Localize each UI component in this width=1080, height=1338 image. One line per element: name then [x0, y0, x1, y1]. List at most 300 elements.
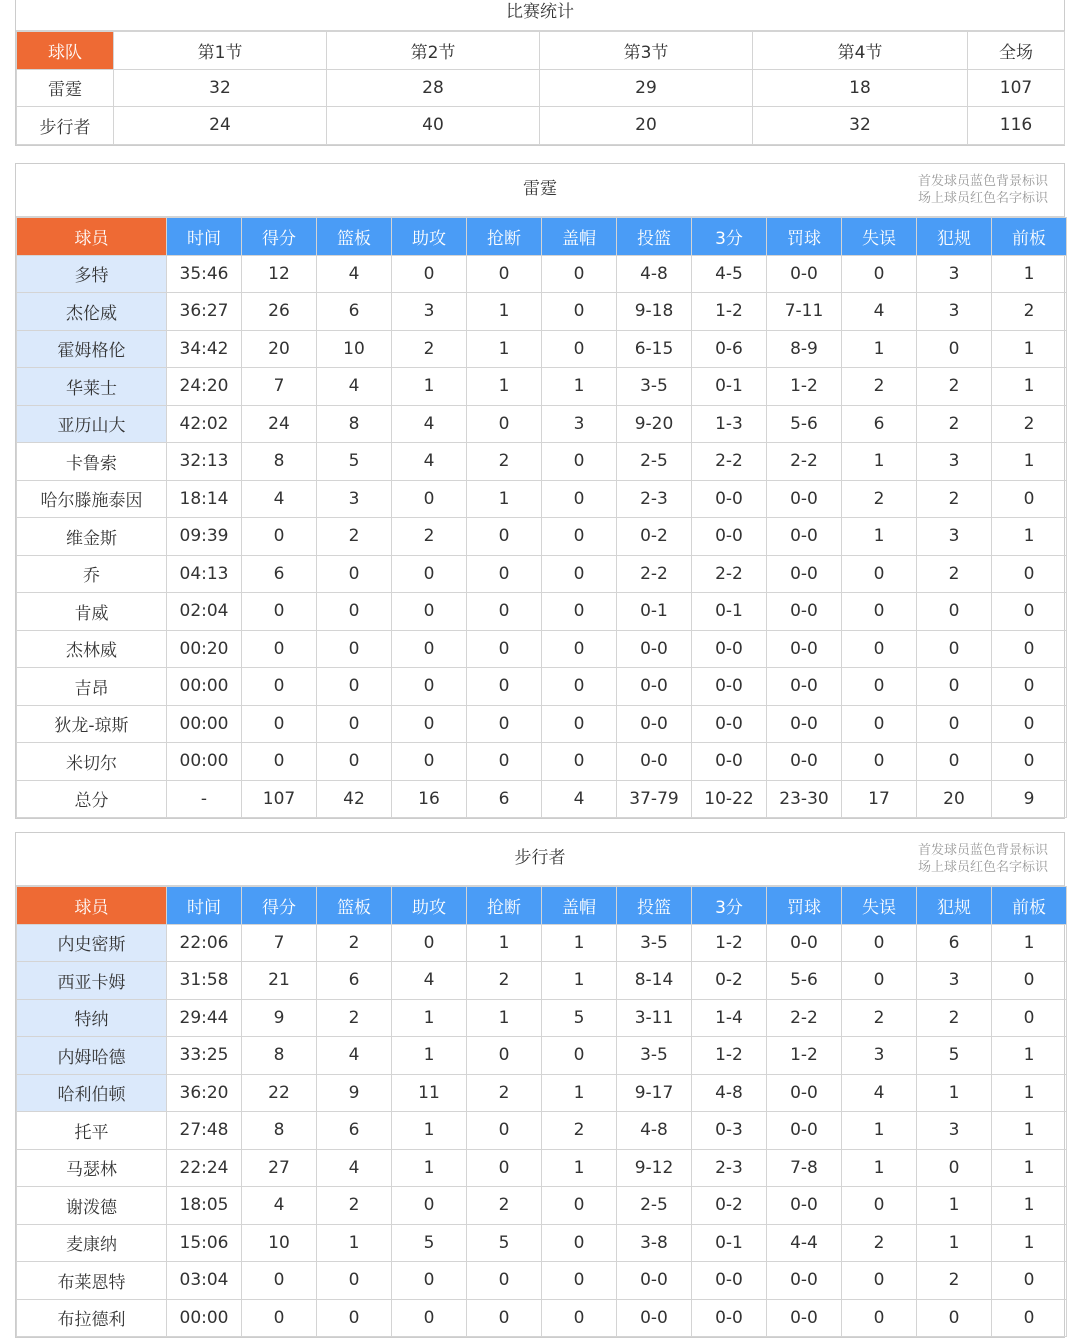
blocks: 0 — [542, 1037, 617, 1075]
player-row — [17, 1074, 1067, 1112]
player-name: 肯威 — [17, 593, 167, 631]
assists: 4 — [392, 405, 467, 443]
header-minutes: 时间 — [167, 218, 242, 256]
blocks: 1 — [542, 368, 617, 406]
legend-oncourt: 场上球员红色名字标识 — [917, 860, 1048, 875]
header-field-goals: 投篮 — [617, 887, 692, 925]
header-fouls: 犯规 — [917, 218, 992, 256]
fouls: 2 — [917, 405, 992, 443]
turnovers: 0 — [842, 743, 917, 781]
free-throws: 0-0 — [767, 555, 842, 593]
steals: 0 — [467, 1149, 542, 1187]
points: 0 — [242, 518, 317, 556]
total-points: 107 — [242, 780, 317, 818]
total-assists: 16 — [392, 780, 467, 818]
header-turnovers: 失误 — [842, 887, 917, 925]
steals: 1 — [467, 480, 542, 518]
summary-score: 29 — [540, 69, 753, 107]
free-throws: 4-4 — [767, 1224, 842, 1262]
turnovers: 2 — [842, 999, 917, 1037]
turnovers: 0 — [842, 962, 917, 1000]
legend-oncourt: 场上球员红色名字标识 — [917, 191, 1048, 206]
free-throws: 0-0 — [767, 480, 842, 518]
fouls: 6 — [917, 924, 992, 962]
turnovers: 2 — [842, 368, 917, 406]
turnovers: 0 — [842, 593, 917, 631]
player-name: 西亚卡姆 — [17, 962, 167, 1000]
free-throws: 0-0 — [767, 1262, 842, 1300]
offensive-rebounds: 0 — [992, 705, 1067, 743]
blocks: 0 — [542, 480, 617, 518]
minutes: 42:02 — [167, 405, 242, 443]
assists: 2 — [392, 330, 467, 368]
three-pointers: 1-4 — [692, 999, 767, 1037]
summary-score: 24 — [114, 107, 327, 145]
player-row — [17, 555, 1067, 593]
header-points: 得分 — [242, 218, 317, 256]
summary-score: 32 — [114, 69, 327, 107]
three-pointers: 0-0 — [692, 1262, 767, 1300]
summary-total-score: 116 — [968, 107, 1065, 145]
assists: 1 — [392, 999, 467, 1037]
minutes: 33:25 — [167, 1037, 242, 1075]
player-name: 托平 — [17, 1112, 167, 1150]
blocks: 3 — [542, 405, 617, 443]
free-throws: 0-0 — [767, 1187, 842, 1225]
free-throws: 0-0 — [767, 255, 842, 293]
steals: 1 — [467, 330, 542, 368]
minutes: 09:39 — [167, 518, 242, 556]
offensive-rebounds: 1 — [992, 518, 1067, 556]
assists: 2 — [392, 518, 467, 556]
player-name: 麦康纳 — [17, 1224, 167, 1262]
blocks: 0 — [542, 555, 617, 593]
blocks: 0 — [542, 443, 617, 481]
stats-header-row — [17, 218, 1067, 256]
legend-starter: 首发球员蓝色背景标识 — [917, 843, 1048, 858]
turnovers: 2 — [842, 1224, 917, 1262]
fouls: 0 — [917, 330, 992, 368]
quarter-score-table — [16, 31, 1065, 145]
points: 7 — [242, 368, 317, 406]
points: 22 — [242, 1074, 317, 1112]
fouls: 3 — [917, 518, 992, 556]
offensive-rebounds: 1 — [992, 368, 1067, 406]
fouls: 3 — [917, 293, 992, 331]
three-pointers: 0-0 — [692, 743, 767, 781]
player-name: 米切尔 — [17, 743, 167, 781]
header-blocks: 盖帽 — [542, 218, 617, 256]
header-assists: 助攻 — [392, 218, 467, 256]
rebounds: 4 — [317, 1037, 392, 1075]
assists: 0 — [392, 705, 467, 743]
turnovers: 2 — [842, 480, 917, 518]
player-name: 霍姆格伦 — [17, 330, 167, 368]
turnovers: 0 — [842, 668, 917, 706]
field-goals: 2-2 — [617, 555, 692, 593]
assists: 0 — [392, 1187, 467, 1225]
minutes: 36:27 — [167, 293, 242, 331]
turnovers: 0 — [842, 1187, 917, 1225]
free-throws: 0-0 — [767, 743, 842, 781]
steals: 5 — [467, 1224, 542, 1262]
minutes: 32:13 — [167, 443, 242, 481]
game-summary-panel — [15, 0, 1065, 146]
player-name: 杰林威 — [17, 630, 167, 668]
steals: 2 — [467, 1187, 542, 1225]
total-free-throws: 23-30 — [767, 780, 842, 818]
summary-title: 比赛统计 — [16, 0, 1064, 31]
player-name: 杰伦威 — [17, 293, 167, 331]
summary-score: 40 — [327, 107, 540, 145]
turnovers: 0 — [842, 705, 917, 743]
minutes: 18:14 — [167, 480, 242, 518]
pacers-boxscore-panel — [15, 832, 1065, 1338]
fouls: 0 — [917, 1149, 992, 1187]
rebounds: 6 — [317, 1112, 392, 1150]
total-rebounds: 42 — [317, 780, 392, 818]
field-goals: 9-18 — [617, 293, 692, 331]
fouls: 2 — [917, 480, 992, 518]
points: 0 — [242, 593, 317, 631]
rebounds: 2 — [317, 518, 392, 556]
field-goals: 0-0 — [617, 630, 692, 668]
summary-score: 18 — [753, 69, 968, 107]
totals-row — [17, 780, 1067, 818]
blocks: 1 — [542, 924, 617, 962]
minutes: 00:00 — [167, 1299, 242, 1337]
field-goals: 9-17 — [617, 1074, 692, 1112]
player-row — [17, 405, 1067, 443]
offensive-rebounds: 0 — [992, 630, 1067, 668]
rebounds: 10 — [317, 330, 392, 368]
minutes: 00:20 — [167, 630, 242, 668]
points: 6 — [242, 555, 317, 593]
free-throws: 0-0 — [767, 593, 842, 631]
blocks: 0 — [542, 630, 617, 668]
assists: 4 — [392, 443, 467, 481]
fouls: 2 — [917, 999, 992, 1037]
player-row — [17, 1262, 1067, 1300]
steals: 0 — [467, 1299, 542, 1337]
assists: 3 — [392, 293, 467, 331]
player-row — [17, 330, 1067, 368]
rebounds: 4 — [317, 1149, 392, 1187]
three-pointers: 4-5 — [692, 255, 767, 293]
rebounds: 0 — [317, 1299, 392, 1337]
minutes: 31:58 — [167, 962, 242, 1000]
free-throws: 2-2 — [767, 999, 842, 1037]
rebounds: 8 — [317, 405, 392, 443]
header-field-goals: 投篮 — [617, 218, 692, 256]
rebounds: 0 — [317, 668, 392, 706]
field-goals: 0-1 — [617, 593, 692, 631]
minutes: 02:04 — [167, 593, 242, 631]
blocks: 1 — [542, 962, 617, 1000]
steals: 0 — [467, 1037, 542, 1075]
header-three-pointers: 3分 — [692, 887, 767, 925]
three-pointers: 2-2 — [692, 555, 767, 593]
turnovers: 6 — [842, 405, 917, 443]
fouls: 0 — [917, 593, 992, 631]
player-name: 多特 — [17, 255, 167, 293]
player-row — [17, 293, 1067, 331]
three-pointers: 0-3 — [692, 1112, 767, 1150]
offensive-rebounds: 2 — [992, 293, 1067, 331]
blocks: 2 — [542, 1112, 617, 1150]
three-pointers: 1-3 — [692, 405, 767, 443]
blocks: 0 — [542, 743, 617, 781]
turnovers: 1 — [842, 330, 917, 368]
offensive-rebounds: 0 — [992, 962, 1067, 1000]
header-free-throws: 罚球 — [767, 218, 842, 256]
offensive-rebounds: 1 — [992, 1187, 1067, 1225]
three-pointers: 0-1 — [692, 1224, 767, 1262]
rebounds: 2 — [317, 1187, 392, 1225]
player-name: 哈利伯顿 — [17, 1074, 167, 1112]
legend-starter: 首发球员蓝色背景标识 — [917, 174, 1048, 189]
team-title: 雷霆 — [523, 179, 557, 199]
free-throws: 2-2 — [767, 443, 842, 481]
minutes: 36:20 — [167, 1074, 242, 1112]
assists: 0 — [392, 743, 467, 781]
player-name: 狄龙-琼斯 — [17, 705, 167, 743]
player-row — [17, 630, 1067, 668]
offensive-rebounds: 1 — [992, 443, 1067, 481]
player-name: 华莱士 — [17, 368, 167, 406]
offensive-rebounds: 1 — [992, 1224, 1067, 1262]
blocks: 0 — [542, 705, 617, 743]
player-stats-table — [16, 886, 1067, 1337]
rebounds: 0 — [317, 705, 392, 743]
blocks: 0 — [542, 255, 617, 293]
header-turnovers: 失误 — [842, 218, 917, 256]
minutes: 24:20 — [167, 368, 242, 406]
blocks: 0 — [542, 293, 617, 331]
total-blocks: 4 — [542, 780, 617, 818]
player-row — [17, 1149, 1067, 1187]
player-name: 维金斯 — [17, 518, 167, 556]
field-goals: 0-2 — [617, 518, 692, 556]
stats-header-row — [17, 887, 1067, 925]
summary-header-row — [17, 32, 1065, 70]
free-throws: 1-2 — [767, 1037, 842, 1075]
turnovers: 4 — [842, 1074, 917, 1112]
field-goals: 2-3 — [617, 480, 692, 518]
minutes: 22:06 — [167, 924, 242, 962]
rebounds: 6 — [317, 293, 392, 331]
points: 0 — [242, 1262, 317, 1300]
fouls: 0 — [917, 1299, 992, 1337]
field-goals: 9-12 — [617, 1149, 692, 1187]
turnovers: 1 — [842, 1149, 917, 1187]
steals: 0 — [467, 668, 542, 706]
points: 0 — [242, 743, 317, 781]
steals: 2 — [467, 962, 542, 1000]
points: 7 — [242, 924, 317, 962]
header-blocks: 盖帽 — [542, 887, 617, 925]
header-rebounds: 篮板 — [317, 218, 392, 256]
assists: 1 — [392, 1037, 467, 1075]
blocks: 0 — [542, 593, 617, 631]
assists: 0 — [392, 480, 467, 518]
turnovers: 0 — [842, 1299, 917, 1337]
rebounds: 4 — [317, 255, 392, 293]
summary-header-q2: 第2节 — [327, 32, 540, 70]
free-throws: 0-0 — [767, 924, 842, 962]
free-throws: 7-8 — [767, 1149, 842, 1187]
assists: 5 — [392, 1224, 467, 1262]
turnovers: 1 — [842, 518, 917, 556]
header-steals: 抢断 — [467, 887, 542, 925]
turnovers: 0 — [842, 255, 917, 293]
player-row — [17, 1112, 1067, 1150]
team-title-row — [16, 833, 1064, 886]
rebounds: 5 — [317, 443, 392, 481]
player-row — [17, 668, 1067, 706]
turnovers: 4 — [842, 293, 917, 331]
blocks: 0 — [542, 330, 617, 368]
fouls: 2 — [917, 368, 992, 406]
three-pointers: 0-0 — [692, 668, 767, 706]
player-row — [17, 443, 1067, 481]
minutes: 00:00 — [167, 668, 242, 706]
minutes: 15:06 — [167, 1224, 242, 1262]
blocks: 5 — [542, 999, 617, 1037]
fouls: 3 — [917, 1112, 992, 1150]
rebounds: 2 — [317, 924, 392, 962]
points: 12 — [242, 255, 317, 293]
summary-header-q1: 第1节 — [114, 32, 327, 70]
player-name: 卡鲁索 — [17, 443, 167, 481]
rebounds: 1 — [317, 1224, 392, 1262]
fouls: 3 — [917, 962, 992, 1000]
offensive-rebounds: 0 — [992, 1262, 1067, 1300]
total-steals: 6 — [467, 780, 542, 818]
points: 9 — [242, 999, 317, 1037]
free-throws: 0-0 — [767, 668, 842, 706]
fouls: 0 — [917, 743, 992, 781]
free-throws: 0-0 — [767, 705, 842, 743]
field-goals: 0-0 — [617, 1299, 692, 1337]
assists: 1 — [392, 368, 467, 406]
rebounds: 0 — [317, 743, 392, 781]
assists: 0 — [392, 1299, 467, 1337]
header-minutes: 时间 — [167, 887, 242, 925]
blocks: 1 — [542, 1149, 617, 1187]
player-row — [17, 743, 1067, 781]
field-goals: 3-5 — [617, 368, 692, 406]
minutes: 34:42 — [167, 330, 242, 368]
totals-label: 总分 — [17, 780, 167, 818]
three-pointers: 0-2 — [692, 962, 767, 1000]
field-goals: 9-20 — [617, 405, 692, 443]
minutes: 00:00 — [167, 705, 242, 743]
turnovers: 0 — [842, 1262, 917, 1300]
three-pointers: 0-0 — [692, 518, 767, 556]
blocks: 0 — [542, 1187, 617, 1225]
field-goals: 0-0 — [617, 668, 692, 706]
rebounds: 0 — [317, 1262, 392, 1300]
summary-header-team: 球队 — [17, 32, 114, 70]
total-three-pointers: 10-22 — [692, 780, 767, 818]
summary-row-thunder — [17, 69, 1065, 107]
free-throws: 1-2 — [767, 368, 842, 406]
three-pointers: 2-2 — [692, 443, 767, 481]
three-pointers: 0-1 — [692, 368, 767, 406]
steals: 2 — [467, 1074, 542, 1112]
total-turnovers: 17 — [842, 780, 917, 818]
free-throws: 8-9 — [767, 330, 842, 368]
player-row — [17, 962, 1067, 1000]
fouls: 0 — [917, 705, 992, 743]
offensive-rebounds: 2 — [992, 405, 1067, 443]
total-fouls: 20 — [917, 780, 992, 818]
rebounds: 3 — [317, 480, 392, 518]
player-row — [17, 705, 1067, 743]
turnovers: 0 — [842, 555, 917, 593]
three-pointers: 1-2 — [692, 924, 767, 962]
minutes: 29:44 — [167, 999, 242, 1037]
steals: 0 — [467, 405, 542, 443]
summary-header-total: 全场 — [968, 32, 1065, 70]
steals: 0 — [467, 705, 542, 743]
three-pointers: 4-8 — [692, 1074, 767, 1112]
points: 8 — [242, 1112, 317, 1150]
steals: 1 — [467, 924, 542, 962]
assists: 0 — [392, 255, 467, 293]
points: 26 — [242, 293, 317, 331]
steals: 0 — [467, 1262, 542, 1300]
header-offensive-rebounds: 前板 — [992, 887, 1067, 925]
offensive-rebounds: 1 — [992, 1112, 1067, 1150]
header-player-name: 球员 — [17, 887, 167, 925]
free-throws: 0-0 — [767, 1074, 842, 1112]
offensive-rebounds: 0 — [992, 999, 1067, 1037]
assists: 1 — [392, 1149, 467, 1187]
player-row — [17, 1037, 1067, 1075]
free-throws: 0-0 — [767, 1112, 842, 1150]
three-pointers: 0-2 — [692, 1187, 767, 1225]
player-row — [17, 255, 1067, 293]
steals: 0 — [467, 255, 542, 293]
field-goals: 2-5 — [617, 1187, 692, 1225]
free-throws: 0-0 — [767, 630, 842, 668]
points: 0 — [242, 1299, 317, 1337]
points: 8 — [242, 1037, 317, 1075]
blocks: 0 — [542, 1262, 617, 1300]
offensive-rebounds: 1 — [992, 330, 1067, 368]
player-name: 马瑟林 — [17, 1149, 167, 1187]
field-goals: 0-0 — [617, 705, 692, 743]
blocks: 0 — [542, 668, 617, 706]
points: 24 — [242, 405, 317, 443]
summary-row-pacers — [17, 107, 1065, 145]
header-three-pointers: 3分 — [692, 218, 767, 256]
summary-team-name: 雷霆 — [17, 69, 114, 107]
summary-score: 28 — [327, 69, 540, 107]
fouls: 3 — [917, 255, 992, 293]
minutes: 22:24 — [167, 1149, 242, 1187]
header-free-throws: 罚球 — [767, 887, 842, 925]
fouls: 5 — [917, 1037, 992, 1075]
points: 21 — [242, 962, 317, 1000]
offensive-rebounds: 0 — [992, 1299, 1067, 1337]
player-name: 亚历山大 — [17, 405, 167, 443]
points: 20 — [242, 330, 317, 368]
field-goals: 4-8 — [617, 1112, 692, 1150]
free-throws: 0-0 — [767, 518, 842, 556]
